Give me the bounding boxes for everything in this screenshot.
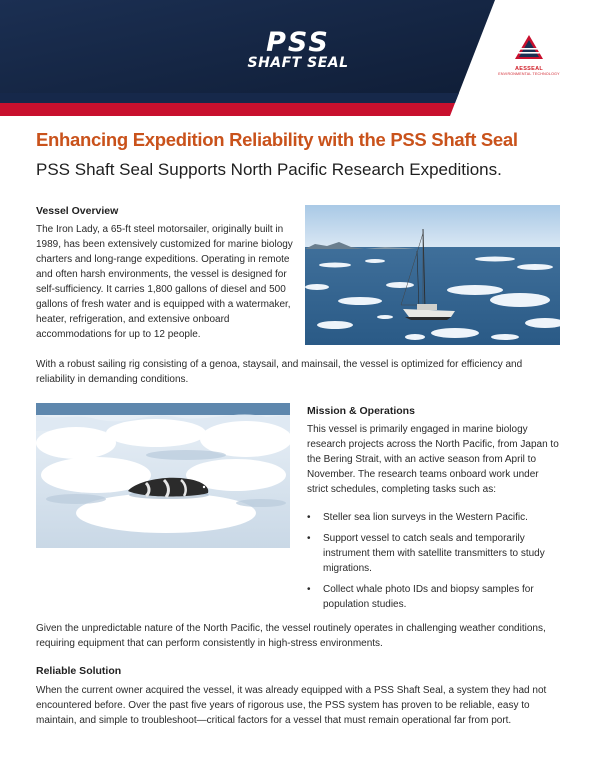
aesseal-logo	[498, 34, 560, 76]
pss-shaft-seal-logo	[238, 27, 358, 71]
mission-task-list	[307, 510, 563, 618]
seal-on-ice-photo	[36, 403, 290, 548]
brand-tagline: ENVIRONMENTAL TECHNOLOGY	[498, 72, 560, 76]
page-title: Enhancing Expedition Reliability with the PSS Shaft Seal	[36, 129, 518, 150]
vessel-overview-body: The Iron Lady, a 65-ft steel motorsailer, originally built in 1989, has been extensively customized for marine biology charters and long-range expeditions. Operating in remote and often harsh environments, the vessel is designed for self-sufficiency. It carries 1,800 gallons of diesel and 500 gallons of fresh water and is equipped with a watermaker, heater, refrigeration, and extensive onboard accommodations for up to 12 people.	[36, 224, 293, 340]
aesseal-triangle-icon	[514, 34, 544, 60]
weather-paragraph: Given the unpredictable nature of the North Pacific, the vessel routinely operates in challenging weather conditions, requiring equipment that can perform consistently in high-stress environments.	[36, 623, 546, 649]
list-item: • Collect whale photo IDs and biopsy samples for population studies.	[307, 582, 563, 612]
logo-line1: PSS	[266, 27, 330, 58]
vessel-overview-heading: Vessel Overview	[36, 205, 119, 217]
page-subtitle: PSS Shaft Seal Supports North Pacific Research Expeditions.	[36, 160, 502, 179]
brand-name: AESSEAL	[514, 66, 544, 72]
mission-heading: Mission & Operations	[307, 405, 415, 417]
vessel-rig-paragraph: With a robust sailing rig consisting of a genoa, staysail, and mainsail, the vessel is optimized for efficiency and reliability in demanding conditions.	[36, 359, 523, 385]
header	[0, 0, 595, 118]
list-item: • Support vessel to catch seals and temporarily instrument them with satellite transmitters to study migrations.	[307, 531, 563, 576]
sailboat-in-ice-photo	[305, 205, 560, 345]
reliable-solution-heading: Reliable Solution	[36, 665, 122, 677]
reliable-solution-body: When the current owner acquired the vessel, it was already equipped with a PSS Shaft Seal, a system they had not encountered before. Over the past five years of rigorous use, the PSS system has proven to be reliable, easy to maintain, and simple to troubleshoot—critical factors for a vessel that must remain operational far from port.	[36, 685, 547, 726]
logo-line2: SHAFT SEAL	[247, 55, 349, 71]
mission-body: This vessel is primarily engaged in marine biology research projects across the North Pacific, from Japan to the Bering Strait, with an active season from April to November. The research teams onboard work under strict schedules, completing tasks such as:	[307, 424, 559, 495]
list-item: • Steller sea lion surveys in the Western Pacific.	[307, 510, 563, 525]
